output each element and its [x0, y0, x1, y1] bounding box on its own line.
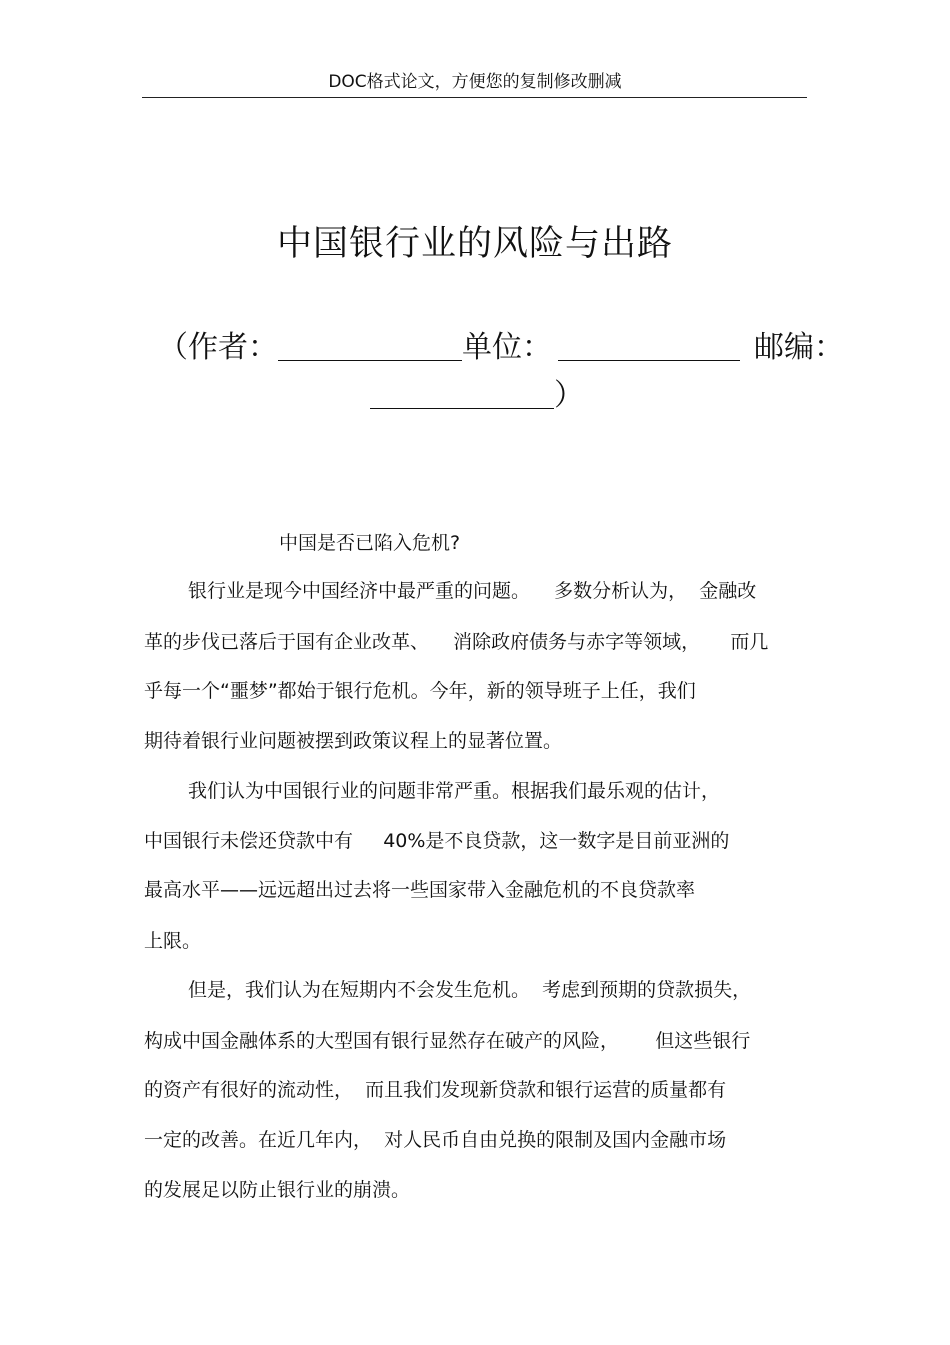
paragraph-line: 一定的改善。在近几年内， 对人民币自由兑换的限制及国内金融市场 [144, 1129, 727, 1151]
close-paren: ） [554, 378, 584, 413]
paragraph-line: 构成中国金融体系的大型国有银行显然存在破产的风险， 但这些银行 [144, 1030, 751, 1052]
paragraph-line: 的发展足以防止银行业的崩溃。 [144, 1179, 411, 1201]
author-blank [278, 326, 462, 361]
paragraph-line: 乎每一个“噩梦”都始于银行危机。今年，新的领导班子上任，我们 [144, 680, 696, 702]
postcode-blank [370, 374, 554, 409]
page-header-text: DOC格式论文，方便您的复制修改删减 [328, 72, 622, 92]
postcode-label: 邮编： [754, 330, 844, 365]
paragraph-line: 我们认为中国银行业的问题非常严重。根据我们最乐观的估计， [188, 780, 721, 802]
paragraph-line: 革的步伐已落后于国有企业改革、 消除政府债务与赤字等领域， 而几 [144, 631, 769, 653]
author-info-line-1 [158, 326, 844, 368]
paragraph-line: 银行业是现今中国经济中最严重的问题。 多数分析认为， 金融改 [188, 580, 757, 602]
paragraph-line: 中国银行未偿还贷款中有 40%是不良贷款，这一数字是目前亚洲的 [144, 830, 730, 852]
author-label: 作者： [188, 330, 278, 365]
author-info-line-2 [370, 374, 584, 416]
paragraph-line: 的资产有很好的流动性， 而且我们发现新贷款和银行运营的质量都有 [144, 1079, 727, 1101]
header-divider [142, 97, 807, 98]
unit-label: 单位： [462, 330, 552, 365]
section-heading: 中国是否已陷入危机? [279, 532, 461, 554]
document-title: 中国银行业的风险与出路 [276, 224, 673, 264]
paragraph-line: 上限。 [144, 930, 202, 952]
unit-blank [558, 326, 740, 361]
paragraph-line: 但是，我们认为在短期内不会发生危机。 考虑到预期的贷款损失， [188, 979, 752, 1001]
paragraph-line: 最高水平——远远超出过去将一些国家带入金融危机的不良贷款率 [144, 879, 696, 901]
open-paren: （ [158, 330, 188, 365]
paragraph-line: 期待着银行业问题被摆到政策议程上的显著位置。 [144, 730, 563, 752]
